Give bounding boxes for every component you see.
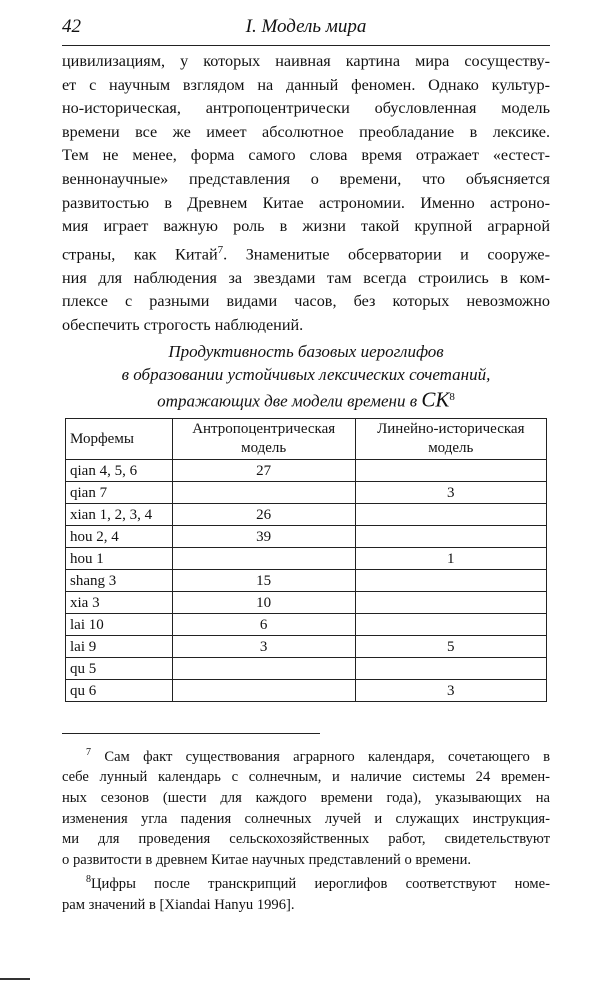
cell-morpheme: lai 9 xyxy=(66,636,173,658)
body-paragraph xyxy=(62,50,550,338)
body-line: Тем не менее, форма самого слова время отражает «естест- xyxy=(62,146,550,165)
cell-linear-historical xyxy=(355,592,546,614)
footnote-7-line: о развитости в древнем Китае научных представлений о времени. xyxy=(62,851,472,868)
body-line xyxy=(62,239,550,267)
table-row xyxy=(66,570,547,592)
column-header-linear-historical: Линейно-историческая модель xyxy=(355,419,546,460)
cell-linear-historical xyxy=(355,614,546,636)
table-header-row xyxy=(66,419,547,460)
body-line: цивилизациям, у которых наивная картина мира сосуществу- xyxy=(62,52,550,70)
body-line: плексе с разными видами часов, без которых невозможно xyxy=(62,292,550,311)
cell-anthropocentric: 39 xyxy=(172,526,355,548)
table-row xyxy=(66,614,547,636)
footnote-7-line: ми для проведения сельскохозяйственных работ, свидетельствуют xyxy=(62,831,550,848)
footnote-8-mark: 8 xyxy=(86,874,91,886)
cell-morpheme: shang 3 xyxy=(66,570,173,592)
cell-linear-historical: 1 xyxy=(355,548,546,570)
body-line: обеспечить строгость наблюдений. xyxy=(62,315,304,334)
body-line: времени все же имеет абсолютное преобладание в лексике. xyxy=(62,122,550,141)
cell-morpheme: qu 5 xyxy=(66,658,173,680)
cell-morpheme: xia 3 xyxy=(66,592,173,614)
footnote-7-line: изменения угла падения солнечных лучей и служащих инструкция- xyxy=(62,810,550,827)
cell-linear-historical xyxy=(355,526,546,548)
cell-anthropocentric: 26 xyxy=(172,504,355,526)
body-text-fragment: . Знаменитые обсерватории и сооруже- xyxy=(223,245,551,264)
table-body xyxy=(66,460,547,702)
cell-anthropocentric xyxy=(172,548,355,570)
cell-morpheme: hou 2, 4 xyxy=(66,526,173,548)
cell-morpheme: xian 1, 2, 3, 4 xyxy=(66,504,173,526)
cell-linear-historical xyxy=(355,460,546,482)
table-caption xyxy=(62,340,550,413)
morpheme-table xyxy=(65,418,547,702)
cell-anthropocentric: 15 xyxy=(172,570,355,592)
cell-linear-historical xyxy=(355,504,546,526)
cell-anthropocentric: 3 xyxy=(172,636,355,658)
cell-anthropocentric: 10 xyxy=(172,592,355,614)
caption-text: отражающих две модели времени в xyxy=(157,391,422,411)
table-row xyxy=(66,658,547,680)
table-row xyxy=(66,548,547,570)
cell-linear-historical: 5 xyxy=(355,636,546,658)
footnote-ref-7[interactable]: 7 xyxy=(217,243,224,256)
chapter-title: I. Модель мира xyxy=(245,16,367,37)
footnote-7-line xyxy=(62,743,550,767)
cell-morpheme: hou 1 xyxy=(66,548,173,570)
caption-abbreviation: СК xyxy=(421,387,450,412)
cell-anthropocentric: 27 xyxy=(172,460,355,482)
table-row xyxy=(66,526,547,548)
cell-morpheme: lai 10 xyxy=(66,614,173,636)
body-line: ния для наблюдения за звездами там всегда строились в ком- xyxy=(62,268,550,287)
page-number: 42 xyxy=(62,16,81,37)
cell-anthropocentric xyxy=(172,482,355,504)
scan-edge-mark xyxy=(0,978,30,980)
body-line: веннонаучные» представления о времени, что объясняется xyxy=(62,169,550,188)
cell-linear-historical: 3 xyxy=(355,482,546,504)
column-header-morphemes: Морфемы xyxy=(66,419,173,460)
footnote-7-line: ных сезонов (шести для каждого времени года), указывающих на xyxy=(62,790,550,807)
footnote-text: Цифры после транскрипций иероглифов соответствуют номе- xyxy=(91,876,550,893)
footnote-8-line: рам значений в [Xiandai Hanyu 1996]. xyxy=(62,896,295,913)
body-line: развитостью в Древнем Китае астрономии. Именно астроно- xyxy=(62,193,550,212)
cell-anthropocentric xyxy=(172,680,355,702)
body-line: но-историческая, антропоцентрически обусловленная модель xyxy=(62,99,550,118)
running-header xyxy=(62,12,550,46)
table-row xyxy=(66,482,547,504)
footnotes xyxy=(62,743,550,915)
caption-line: Продуктивность базовых иероглифов xyxy=(168,342,444,361)
caption-line: в образовании устойчивых лексических сочетаний, xyxy=(121,365,491,384)
body-line: ет с научным взглядом на данный феномен. Однако культур- xyxy=(62,75,550,94)
header-rule xyxy=(62,45,550,46)
table-row xyxy=(66,592,547,614)
footnote-7-line: себе лунный календарь с солнечным, и наличие системы 24 времен- xyxy=(62,769,550,786)
cell-morpheme: qian 7 xyxy=(66,482,173,504)
footnote-separator xyxy=(62,733,320,734)
cell-linear-historical xyxy=(355,658,546,680)
table-row xyxy=(66,636,547,658)
body-text-fragment: страны, как Китай xyxy=(62,245,218,264)
footnote-7-mark: 7 xyxy=(86,747,91,758)
cell-morpheme: qian 4, 5, 6 xyxy=(66,460,173,482)
body-line: мия играет важную роль в жизни такой крупной аграрной xyxy=(62,217,550,236)
table-row xyxy=(66,460,547,482)
table-row xyxy=(66,504,547,526)
cell-linear-historical xyxy=(355,570,546,592)
footnote-text: Сам факт существования аграрного календаря, сочетающего в xyxy=(104,748,550,765)
cell-linear-historical: 3 xyxy=(355,680,546,702)
caption-line xyxy=(62,386,550,413)
column-header-anthropocentric: Антропоцентрическая модель xyxy=(172,419,355,460)
footnote-8-line xyxy=(62,870,550,894)
cell-anthropocentric: 6 xyxy=(172,614,355,636)
cell-anthropocentric xyxy=(172,658,355,680)
footnote-ref-8[interactable]: 8 xyxy=(449,391,455,403)
table-row xyxy=(66,680,547,702)
cell-morpheme: qu 6 xyxy=(66,680,173,702)
